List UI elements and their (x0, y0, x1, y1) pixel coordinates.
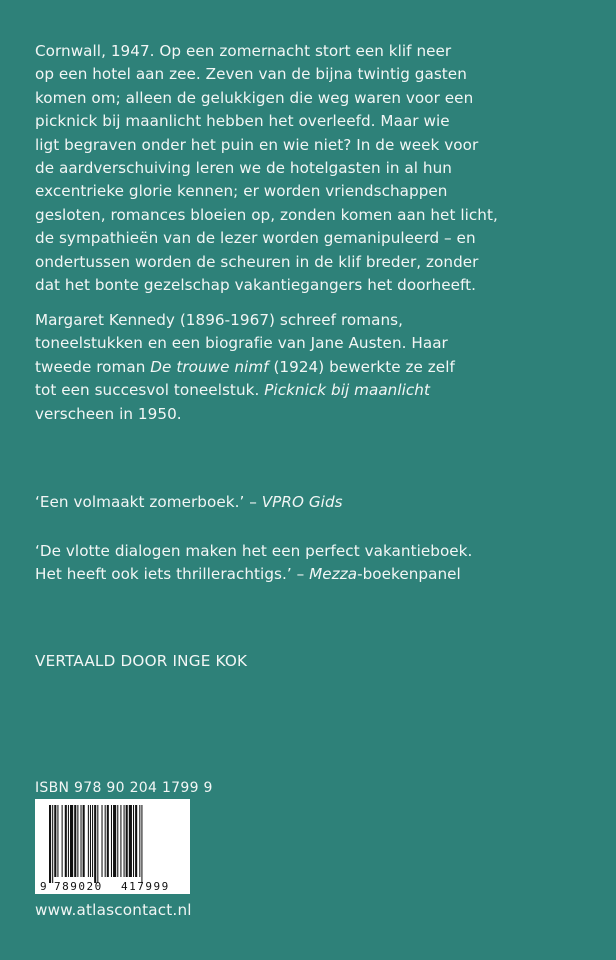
blurb-paragraph (35, 40, 595, 297)
translator-credit: VERTAALD DOOR INGE KOK (35, 652, 248, 670)
blurb-line: gesloten, romances bloeien op, zonden komen aan het licht, (35, 205, 498, 224)
barcode-bars (35, 799, 190, 894)
blurb-line: Cornwall, 1947. Op een zomernacht stort een klif neer (35, 42, 452, 60)
bio-line: verscheen in 1950. (35, 404, 182, 423)
quote-line (35, 491, 595, 514)
author-bio (35, 309, 595, 426)
blurb-line: komen om; alleen de gelukkigen die weg waren voor een (35, 88, 474, 107)
barcode-digits-left: 789020 (54, 880, 103, 893)
review-quote-mezza (35, 540, 595, 587)
bio-text: (1924) bewerkte ze zelf (268, 357, 455, 376)
barcode-digits-right: 417999 (121, 880, 170, 893)
quote-source: VPRO Gids (261, 493, 343, 511)
blurb-line: op een hotel aan zee. Zeven van de bijna twintig gasten (35, 65, 467, 84)
bio-line: toneelstukken en een biografie van Jane Austen. Haar (35, 334, 448, 353)
quote-source: Mezza (309, 565, 358, 584)
blurb-line: de aardverschuiving leren we de hotelgasten in al hun (35, 159, 452, 178)
bio-text: tweede roman (35, 357, 151, 376)
blurb-line: de sympathieën van de lezer worden gemanipuleerd – en (35, 229, 476, 248)
blurb-line: ondertussen worden de scheuren in de klif breder, zonder (35, 252, 479, 271)
review-quote-vpro (35, 491, 595, 514)
quote-line (35, 563, 595, 586)
publisher-website: www.atlascontact.nl (35, 901, 192, 919)
book-title-picknick: Picknick bij maanlicht (264, 381, 430, 400)
quote-text: Het heeft ook iets thrillerachtigs.’ – (35, 565, 310, 584)
quote-text: ‘Een volmaakt zomerboek.’ – (35, 493, 262, 511)
bio-line (35, 379, 595, 402)
blurb-line: ligt begraven onder het puin en wie niet? In de week voor (35, 135, 479, 154)
blurb-line: excentrieke glorie kennen; er worden vriendschappen (35, 182, 448, 201)
bio-line (35, 356, 595, 379)
barcode-digit-first: 9 (40, 880, 47, 893)
blurb-line: picknick bij maanlicht hebben het overleefd. Maar wie (35, 112, 450, 131)
isbn-number: ISBN 978 90 204 1799 9 (35, 780, 213, 796)
quote-line: ‘De vlotte dialogen maken het een perfect vakantieboek. (35, 542, 473, 560)
bio-text: tot een succesvol toneelstuk. (35, 381, 265, 400)
quote-source-suffix: -boekenpanel (357, 565, 461, 584)
blurb-line: dat het bonte gezelschap vakantiegangers het doorheeft. (35, 276, 477, 295)
barcode (35, 799, 190, 894)
book-title-trouwe-nimf: De trouwe nimf (150, 357, 269, 376)
bio-line: Margaret Kennedy (1896-1967) schreef romans, (35, 311, 403, 329)
